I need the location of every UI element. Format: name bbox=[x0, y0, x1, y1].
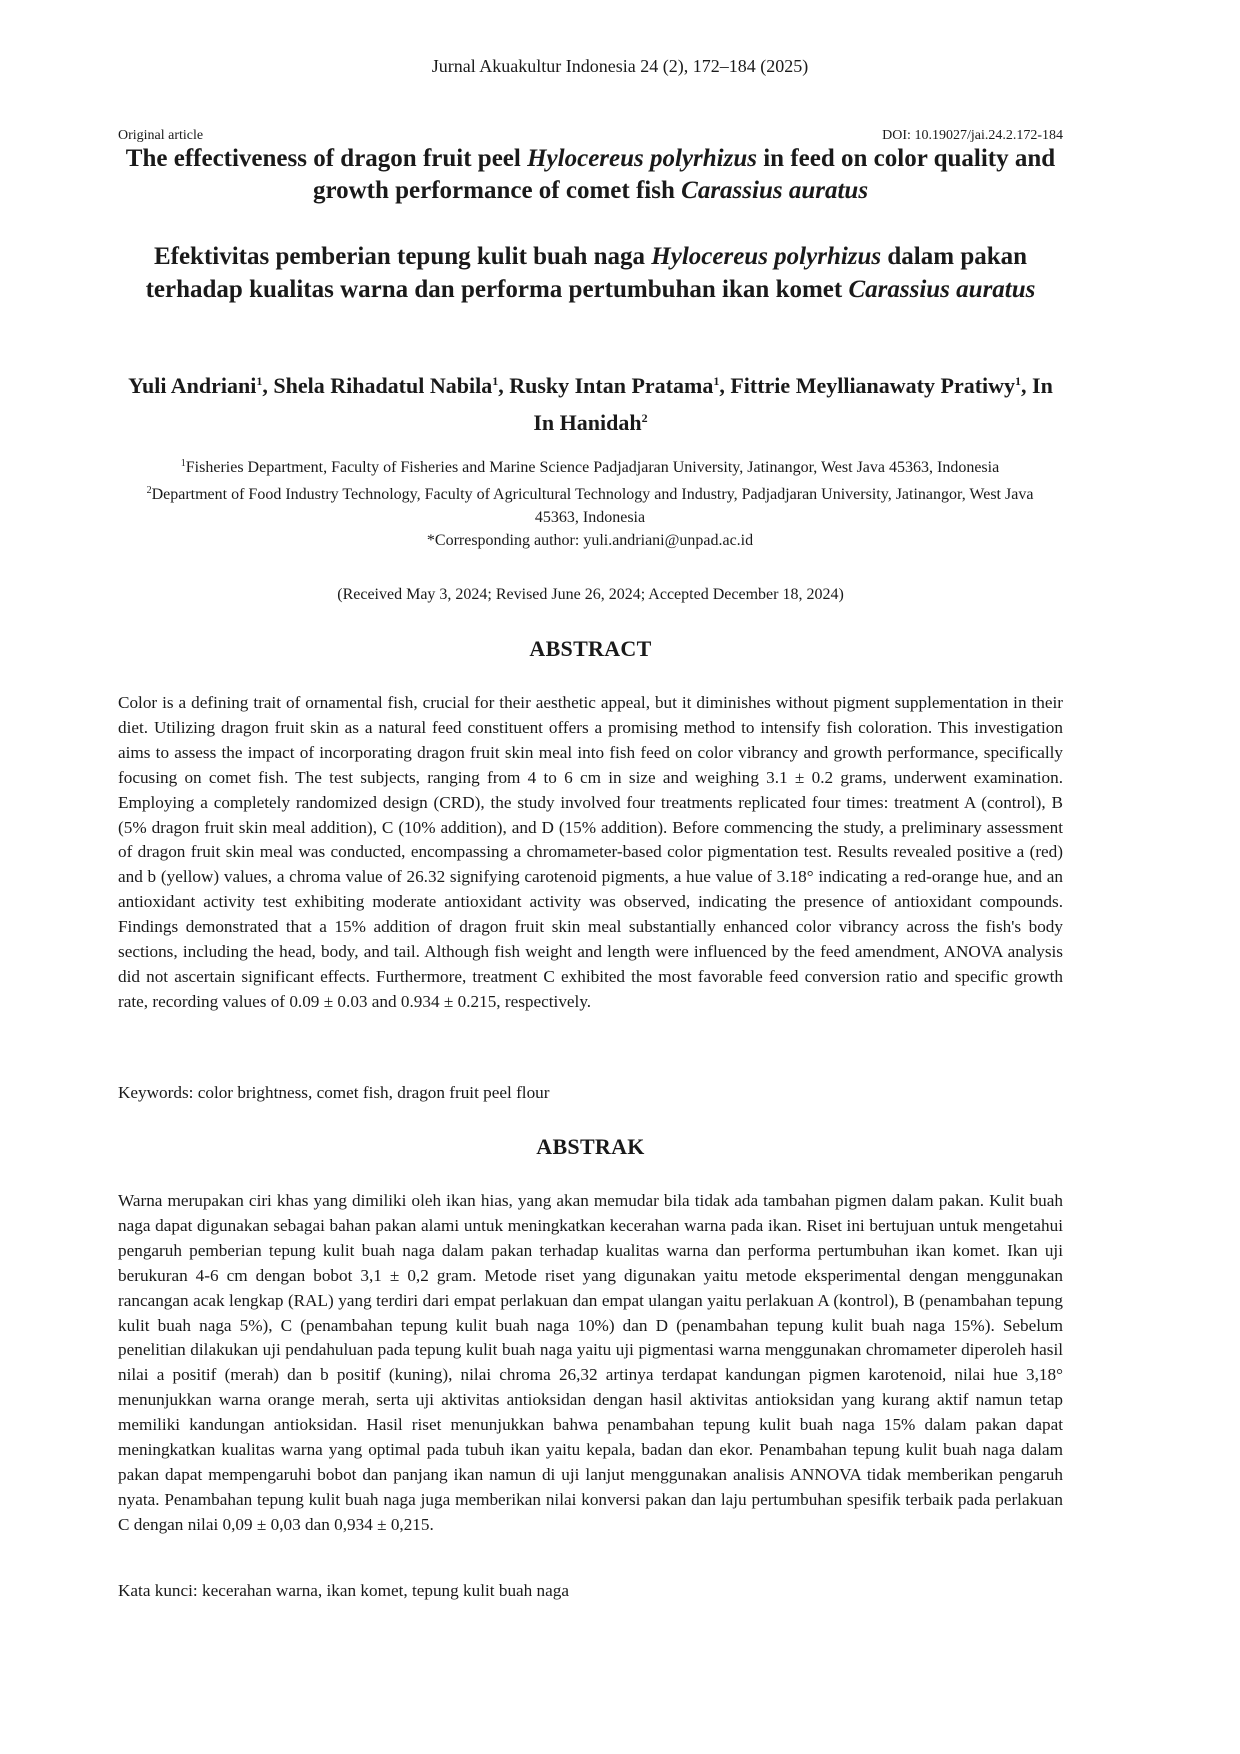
affiliation-mark: 2 bbox=[146, 485, 152, 496]
abstract-body: Color is a defining trait of ornamental fish, crucial for their aesthetic appeal, but it diminishes without pigment supplementation in their diet. Utilizing dragon fruit skin as a natural feed constituent offers a promising method to intensify fish coloration. This investigation aims to assess the impact of incorporating dragon fruit skin meal into fish feed on color vibrancy and growth performance, specifically focusing on comet fish. The test subjects, ranging from 4 to 6 cm in size and weighing 3.1 ± 0.2 grams, underwent examination. Employing a completely randomized design (CRD), the study involved four treatments replicated four times: treatment A (control), B (5% dragon fruit skin meal addition), C (10% addition), and D (15% addition). Before commencing the study, a preliminary assessment of dragon fruit skin meal was conducted, encompassing a chromameter-based color pigmentation test. Results revealed positive a (red) and b (yellow) values, a chroma value of 26.32 signifying carotenoid pigments, a hue value of 3.18° indicating a red-orange hue, and an antioxidant activity test exhibiting moderate antioxidant activity was observed, indicating the presence of antioxidant compounds. Findings demonstrated that a 15% addition of dragon fruit skin meal substantially enhanced color vibrancy across the fish's body sections, including the head, body, and tail. Although fish weight and length were influenced by the feed amendment, ANOVA analysis did not ascertain significant effects. Furthermore, treatment C exhibited the most favorable feed conversion ratio and specific growth rate, recording values of 0.09 ± 0.03 and 0.934 ± 0.215, respectively. bbox=[118, 693, 1063, 1011]
abstract-heading: ABSTRACT bbox=[529, 636, 652, 661]
title-en-part1: The effectiveness of dragon fruit peel bbox=[125, 145, 528, 172]
affiliation-block bbox=[140, 452, 1040, 552]
title-en-part2: in feed on color quality and growth performance of comet fish bbox=[312, 145, 1056, 204]
author-name: Yuli Andriani bbox=[128, 373, 257, 398]
author-name: Fittrie Meyllianawaty Pratiwy bbox=[730, 373, 1016, 398]
submission-dates: (Received May 3, 2024; Revised June 26, 2024; Accepted December 18, 2024) bbox=[337, 586, 844, 603]
affiliation-2 bbox=[140, 479, 1040, 529]
title-id-species1: Hylocereus polyrhizus bbox=[651, 243, 882, 270]
abstrak-body: Warna merupakan ciri khas yang dimiliki oleh ikan hias, yang akan memudar bila tidak ada tambahan pigmen dalam pakan. Kulit buah naga dapat digunakan sebagai bahan pakan alami untuk meningkatkan kecerahan warna pada ikan. Riset ini bertujuan untuk mengetahui pengaruh pemberian tepung kulit buah naga dalam pakan terhadap kualitas warna dan performa pertumbuhan ikan komet. Ikan uji berukuran 4-6 cm dengan bobot 3,1 ± 0,2 gram. Metode riset yang digunakan yaitu metode eksperimental dengan menggunakan rancangan acak lengkap (RAL) yang terdiri dari empat perlakuan dan empat ulangan yaitu perlakuan A (kontrol), B (penambahan tepung kulit buah naga 5%), C (penambahan tepung kulit buah naga 10%) dan D (penambahan tepung kulit buah naga 15%). Sebelum penelitian dilakukan uji pendahuluan pada tepung kulit buah naga yaitu uji pigmentasi warna menggunakan chromameter diperoleh hasil nilai a positif (merah) dan b positif (kuning), nilai chroma 26,32 artinya terdapat kandungan pigmen karotenoid, nilai hue 3,18° menunjukkan warna orange merah, serta uji aktivitas antioksidan dengan hasil aktivitas antioksidan yang kurang aktif namun tetap memiliki kandungan antioksidan. Hasil riset menunjukkan bahwa penambahan tepung kulit buah naga 15% dalam pakan dapat meningkatkan kualitas warna yang optimal pada tubuh ikan yaitu kepala, badan dan ekor. Penambahan tepung kulit buah naga dalam pakan dapat mempengaruhi bobot dan panjang ikan namun di uji lanjut menggunakan analisis ANNOVA tidak memberikan pengaruh nyata. Penambahan tepung kulit buah naga juga memberikan nilai konversi pakan dan laju pertumbuhan spesifik terbaik pada perlakuan C dengan nilai 0,09 ± 0,03 dan 0,934 ± 0,215. bbox=[118, 1191, 1063, 1534]
affiliation-1 bbox=[140, 452, 1040, 479]
author-name: In In Hanidah bbox=[533, 373, 1053, 435]
abstrak-heading: ABSTRAK bbox=[536, 1134, 645, 1159]
doi-label: DOI: 10.19027/jai.24.2.172-184 bbox=[882, 128, 1063, 143]
journal-running-header: Jurnal Akuakultur Indonesia 24 (2), 172–184 (2025) bbox=[431, 56, 809, 76]
affiliation-text: Department of Food Industry Technology, Faculty of Agricultural Technology and Industry, Padjadjaran University, Jatinangor, West Java 45363, Indonesia bbox=[151, 486, 1034, 526]
article-title-indonesian bbox=[118, 240, 1063, 306]
author-affiliation-mark: 1 bbox=[1015, 374, 1022, 388]
keywords-indonesian: Kata kunci: kecerahan warna, ikan komet, tepung kulit buah naga bbox=[118, 1581, 570, 1600]
title-id-part1: Efektivitas pemberian tepung kulit buah naga bbox=[153, 243, 652, 270]
affiliation-mark: 1 bbox=[180, 458, 186, 469]
article-type-label: Original article bbox=[118, 128, 204, 143]
keywords-english: Keywords: color brightness, comet fish, dragon fruit peel flour bbox=[118, 1083, 550, 1102]
author-affiliation-mark: 1 bbox=[256, 374, 263, 388]
author-affiliation-mark: 1 bbox=[492, 374, 499, 388]
corresponding-author: *Corresponding author: yuli.andriani@unpad.ac.id bbox=[426, 532, 754, 549]
author-name: Shela Rihadatul Nabila bbox=[273, 373, 493, 398]
author-affiliation-mark: 2 bbox=[641, 411, 648, 425]
title-id-species2: Carassius auratus bbox=[848, 276, 1036, 303]
affiliation-text: Fisheries Department, Faculty of Fisheries and Marine Science Padjadjaran University, Jatinangor, West Java 45363, Indonesia bbox=[185, 459, 1000, 476]
author-name: Rusky Intan Pratama bbox=[509, 373, 714, 398]
article-meta-row bbox=[118, 128, 1063, 144]
author-affiliation-mark: 1 bbox=[713, 374, 720, 388]
author-list: Yuli Andriani$^1$, Shela Rihadatul Nabila$^1$, Rusky Intan Pratama$^1$, Fittrie Meyllianawaty Pratiwy$^1$, In In Hanidah$^2$ bbox=[128, 373, 1053, 435]
article-title-english bbox=[118, 143, 1063, 207]
title-en-species1: Hylocereus polyrhizus bbox=[527, 145, 757, 172]
title-id-part2: dalam pakan terhadap kualitas warna dan performa pertumbuhan ikan komet bbox=[145, 243, 1028, 303]
title-en-species2: Carassius auratus bbox=[681, 177, 869, 204]
